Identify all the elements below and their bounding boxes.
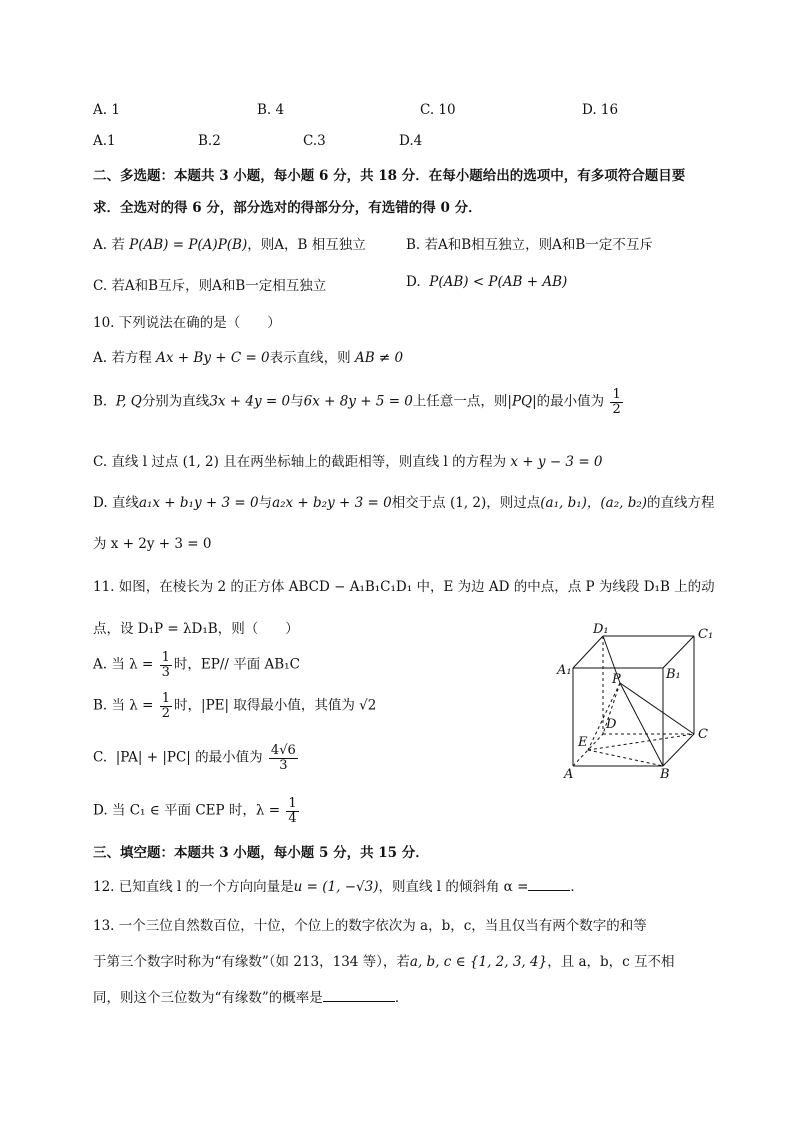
q13-line3: 同，则这个三位数为“有缘数”的概率是 ． xyxy=(93,990,409,1006)
edge-C1-B1 xyxy=(663,636,694,668)
q13-line1: 13. 一个三位自然数百位，十位，个位上的数字依次为 a，b，c，当且仅当有两个数字的和等 xyxy=(93,918,647,934)
q12-answer-blank[interactable] xyxy=(528,890,570,891)
label-B1: B₁ xyxy=(666,667,681,682)
q8-option-a: A. 1 xyxy=(93,102,120,118)
q13-line2: 于第三个数字时称为“有缘数”（如 213，134 等），若a, b, c ∈ {1, 2, 3, 4}，且 a，b，c 互不相 xyxy=(93,954,675,970)
segment-E-C xyxy=(588,734,694,750)
q9d-formula: P(AB) < P(AB + AB) xyxy=(429,274,568,290)
q11-option-d: D. 当 C₁ ∈ 平面 CEP 时，λ = $\frac{1}{4}$ xyxy=(93,796,297,826)
q9-option-a: A.1 xyxy=(93,133,116,149)
section2-heading-line1: 二、多选题：本题共 3 小题，每小题 6 分，共 18 分．在每小题给出的选项中，有多项符合题目要 xyxy=(93,168,686,184)
q11-option-a: A. 当 λ = $\frac{1}{3}$ 时，EP// 平面 AB₁C xyxy=(93,650,300,680)
q11-stem-line1: 11. 如图，在棱长为 2 的正方体 ABCD − A₁B₁C₁D₁ 中，E 为边 AD 的中点，点 P 为线段 D₁B 上的动 xyxy=(93,579,715,595)
q9-option-c: C.3 xyxy=(303,133,326,149)
q11-stem-line2: 点，设 D₁P = λD₁B，则（ ） xyxy=(93,621,299,637)
q8-option-c: C. 10 xyxy=(420,102,456,118)
label-C1: C₁ xyxy=(698,627,714,642)
q9-text-option-c: C. 若A和B互斥，则A和B一定相互独立 xyxy=(93,278,327,294)
label-D1: D₁ xyxy=(593,622,609,637)
label-P: P xyxy=(612,672,621,687)
label-D: D xyxy=(606,717,617,732)
q11-option-c: C. |PA| + |PC| 的最小值为 $\frac{4√6}{3}$ xyxy=(93,743,296,773)
segment-E-B xyxy=(588,750,663,766)
q9-option-b: B.2 xyxy=(198,133,221,149)
q8-option-d: D. 16 xyxy=(582,102,619,118)
q9-option-d: D.4 xyxy=(399,133,423,149)
section2-heading-line2: 求．全选对的得 6 分，部分选对的得部分分，有选错的得 0 分． xyxy=(93,200,482,216)
label-C: C xyxy=(698,727,708,742)
q9-text-option-b: B. 若A和B相互独立，则A和B一定不互斥 xyxy=(406,237,653,253)
section3-heading: 三、填空题：本题共 3 小题，每小题 5 分，共 15 分． xyxy=(93,845,429,861)
q10-option-c: C. 直线 l 过点 (1, 2) 且在两坐标轴上的截距相等，则直线 l 的方程为 x + y − 3 = 0 xyxy=(93,454,603,470)
q10-option-a: A. 若方程 Ax + By + C = 0表示直线，则 AB ≠ 0 xyxy=(93,350,404,366)
q9-text-option-d: D. P(AB) < P(AB + AB) xyxy=(406,274,568,290)
q10-option-b: B. P, Q分别为直线3x + 4y = 0与6x + 8y + 5 = 0上任意一点，则|PQ|的最小值为 $\frac{1}{2}$ xyxy=(93,387,621,417)
label-B: B xyxy=(660,767,670,782)
cube-figure xyxy=(555,618,725,783)
q10-option-d-line2: 为 x + 2y + 3 = 0 xyxy=(93,536,212,552)
q11-option-b: B. 当 λ = $\frac{1}{2}$ 时，|PE| 取得最小值，其值为 √2 xyxy=(93,691,377,721)
segment-P-C xyxy=(620,683,694,734)
q10-stem: 10. 下列说法在确的是（ ） xyxy=(93,315,281,331)
q10-option-d: D. 直线a₁x + b₁y + 3 = 0与a₂x + b₂y + 3 = 0相交于点 (1, 2)，则过点(a₁, b₁)，(a₂, b₂)的直线方程 xyxy=(93,495,715,511)
edge-C-B xyxy=(663,734,694,766)
edge-A1-D1 xyxy=(573,636,603,668)
q12: 12. 已知直线 l 的一个方向向量是u = (1, −√3)，则直线 l 的倾斜角 α = ． xyxy=(93,879,584,895)
label-A1: A₁ xyxy=(557,663,572,678)
q8-option-b: B. 4 xyxy=(257,102,285,118)
q9-text-option-a: A. 若 P(AB) = P(A)P(B)，则A，B 相互独立 xyxy=(93,237,366,253)
q13-answer-blank[interactable] xyxy=(323,1001,395,1002)
segment-P-B xyxy=(620,683,663,766)
label-A: A xyxy=(564,767,574,782)
q10b-fraction: $\frac{1}{2}$ xyxy=(612,387,621,417)
label-E: E xyxy=(578,735,588,750)
